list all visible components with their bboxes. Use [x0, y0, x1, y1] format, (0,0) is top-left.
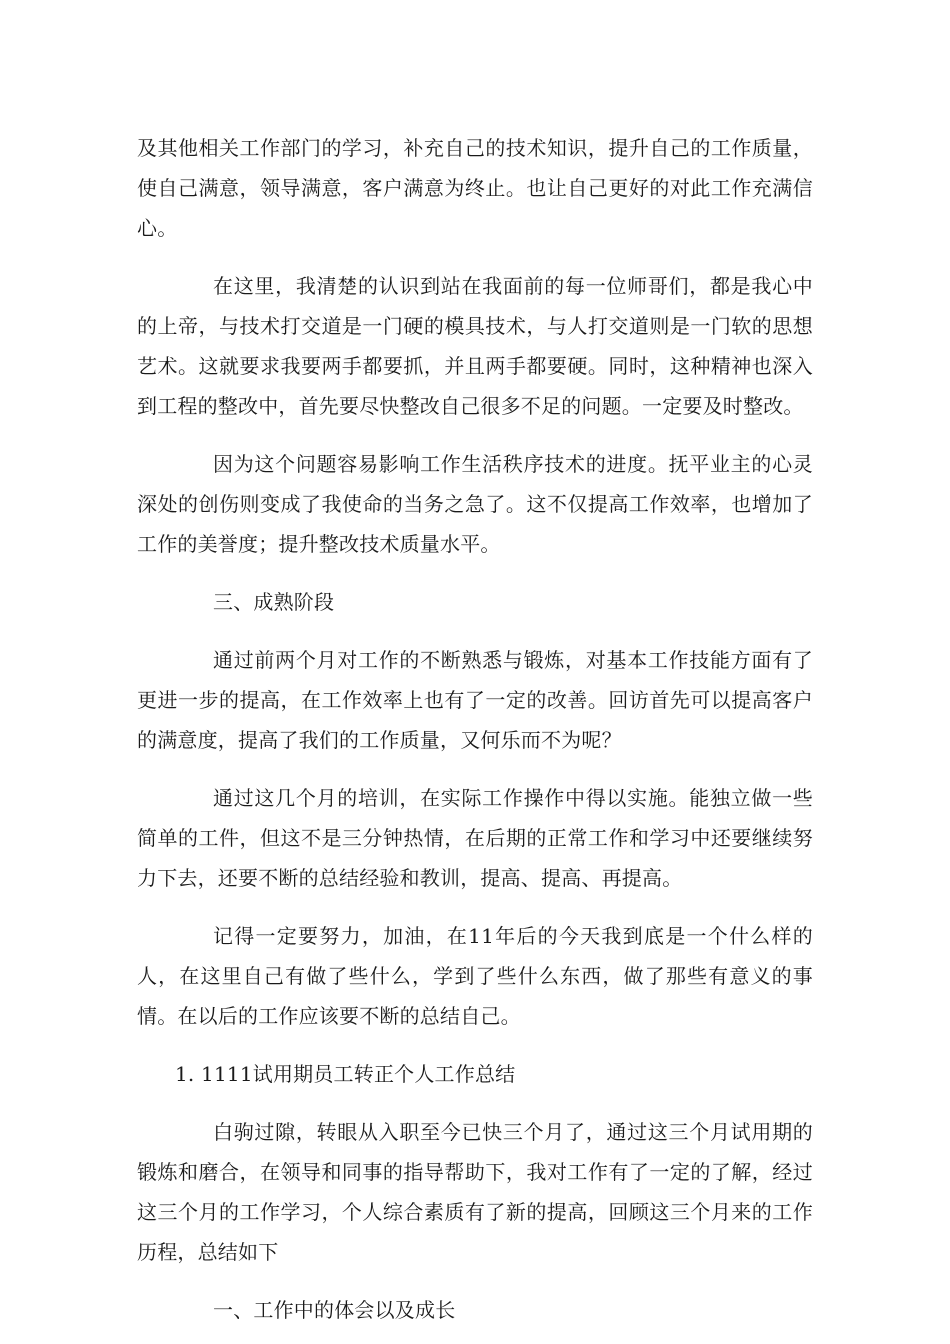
document-body	[137, 128, 813, 1330]
paragraph-training-practice: 通过这几个月的培训，在实际工作操作中得以实施。能独立做一些简单的工件，但这不是三分钟热情，在后期的正常工作和学习中还要继续努力下去，还要不断的总结经验和教训，提高、提高、再提高。	[137, 786, 813, 890]
section-heading-probation-summary: 1. 1111试用期员工转正个人工作总结	[175, 1062, 516, 1086]
section-heading-experience-growth: 一、工作中的体会以及成长	[213, 1298, 456, 1322]
paragraph-progress-impact: 因为这个问题容易影响工作生活秩序技术的进度。抚平业主的心灵深处的创伤则变成了我使命的当务之急了。这不仅提高工作效率，也增加了工作的美誉度；提升整改技术质量水平。	[137, 452, 813, 556]
section-heading-maturity-stage: 三、成熟阶段	[213, 590, 335, 614]
paragraph-keep-working-hard: 记得一定要努力，加油，在11年后的今天我到底是一个什么样的人，在这里自己有做了些什么，学到了些什么东西，做了那些有意义的事情。在以后的工作应该要不断的总结自己。	[137, 924, 813, 1028]
paragraph-continuation: 及其他相关工作部门的学习，补充自己的技术知识，提升自己的工作质量，使自己满意，领导满意，客户满意为终止。也让自己更好的对此工作充满信心。	[137, 136, 813, 240]
paragraph-two-months-improvement: 通过前两个月对工作的不断熟悉与锻炼，对基本工作技能方面有了更进一步的提高，在工作效率上也有了一定的改善。回访首先可以提高客户的满意度，提高了我们的工作质量，又何乐而不为呢？	[137, 648, 813, 752]
paragraph-technology-and-people: 在这里，我清楚的认识到站在我面前的每一位师哥们，都是我心中的上帝，与技术打交道是一门硬的模具技术，与人打交道则是一门软的思想艺术。这就要求我要两手都要抓，并且两手都要硬。同时，这种精神也深入到工程的整改中，首先要尽快整改自己很多不足的问题。一定要及时整改。	[137, 274, 813, 418]
paragraph-three-months-review: 白驹过隙，转眼从入职至今已快三个月了，通过这三个月试用期的锻炼和磨合，在领导和同事的指导帮助下，我对工作有了一定的了解，经过这三个月的工作学习，个人综合素质有了新的提高，回顾这三个月来的工作历程，总结如下	[137, 1120, 813, 1264]
